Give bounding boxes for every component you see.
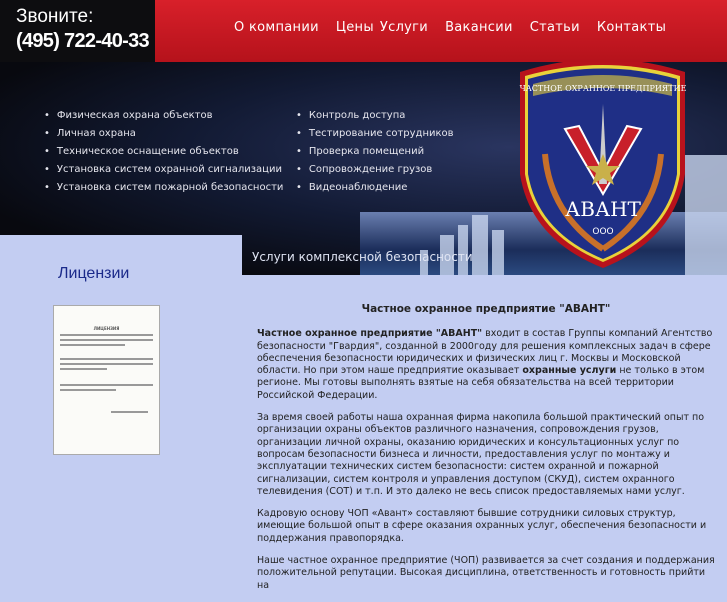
- services-list-right: [296, 107, 454, 197]
- main-content: [257, 303, 715, 602]
- badge-ring-text: ЧАСТНОЕ ОХРАННОЕ ПРЕДПРИЯТИЕ: [519, 84, 687, 93]
- service-item: • Сопровождение грузов: [296, 161, 454, 179]
- services-bold: охранные услуги: [522, 365, 617, 377]
- service-item: • Физическая охрана объектов: [44, 107, 283, 125]
- nav-contacts[interactable]: Контакты: [596, 20, 667, 35]
- service-item: • Личная охрана: [44, 125, 283, 143]
- badge-sub: ООО: [592, 227, 614, 237]
- service-item: • Видеонаблюдение: [296, 179, 454, 197]
- text: входит в состав Группы компаний Агентство безопасности "Гвардия", созданной в 2000году для решения комплексных задач в сфере обеспечения безопасности юридических и физических лиц г. Москвы и Московской области. Но при этом наше предприятие оказывает: [257, 328, 713, 377]
- nav-vacancies[interactable]: Вакансии: [445, 20, 513, 35]
- main-nav: [155, 0, 727, 62]
- service-item: • Техническое оснащение объектов: [44, 143, 283, 161]
- paragraph-reputation: Наше частное охранное предприятие (ЧОП) развивается за счет создания и поддержания положительной репутации. Высокая дисциплина, ответственность и готовность прийти на: [257, 555, 715, 591]
- license-doc-heading: ЛИЦЕНЗИЯ: [93, 326, 120, 331]
- call-label: Звоните:: [16, 6, 94, 27]
- nav-articles[interactable]: Статьи: [529, 20, 580, 35]
- nav-about[interactable]: О компании: [234, 20, 319, 35]
- service-item: • Установка систем пожарной безопасности: [44, 179, 283, 197]
- badge-name: АВАНТ: [565, 197, 641, 221]
- paragraph-experience: За время своей работы наша охранная фирма накопила большой практический опыт по организации охраны объектов различного назначения, сопровождения грузов, организации личной охраны, оказанию юридических и консультационных услуг по вопросам безопасности бизнеса и личности, предоставления услуг по монтажу и эксплуатации технических систем безопасности: систем охранной и пожарной сигнализации, систем контроля и управления доступом (СКУД), систем охранного телевидения (СОТ) и т.п. И это далеко не весь список предоставляемых нами услуг.: [257, 412, 705, 497]
- content-title: Частное охранное предприятие "АВАНТ": [361, 303, 611, 315]
- banner-tagline: Услуги комплексной безопасности: [252, 250, 473, 264]
- nav-services[interactable]: Услуги: [379, 20, 429, 35]
- company-badge-logo: [515, 54, 690, 272]
- paragraph-intro: [257, 328, 715, 402]
- service-item: • Контроль доступа: [296, 107, 454, 125]
- license-document-thumbnail[interactable]: [53, 305, 160, 455]
- licenses-heading: Лицензии: [58, 265, 130, 282]
- company-name-bold: Частное охранное предприятие "АВАНТ": [257, 328, 483, 340]
- phone-number[interactable]: (495) 722-40-33: [16, 30, 149, 52]
- service-item: • Тестирование сотрудников: [296, 125, 454, 143]
- text: не только в этом регионе. Мы готовы выполнять взятые на себя обязательства на всей территории Российской Федерации.: [257, 365, 705, 401]
- paragraph-staff: Кадровую основу ЧОП «Авант» составляют бывшие сотрудники силовых структур, имеющие большой опыт в сфере оказания охранных услуг, обеспечения безопасности и поддержания правопорядка.: [257, 508, 707, 544]
- service-item: • Установка систем охранной сигнализации: [44, 161, 283, 179]
- phone-block: [0, 0, 155, 62]
- service-item: • Проверка помещений: [296, 143, 454, 161]
- services-list-left: [44, 107, 283, 197]
- nav-prices[interactable]: Цены: [335, 20, 374, 35]
